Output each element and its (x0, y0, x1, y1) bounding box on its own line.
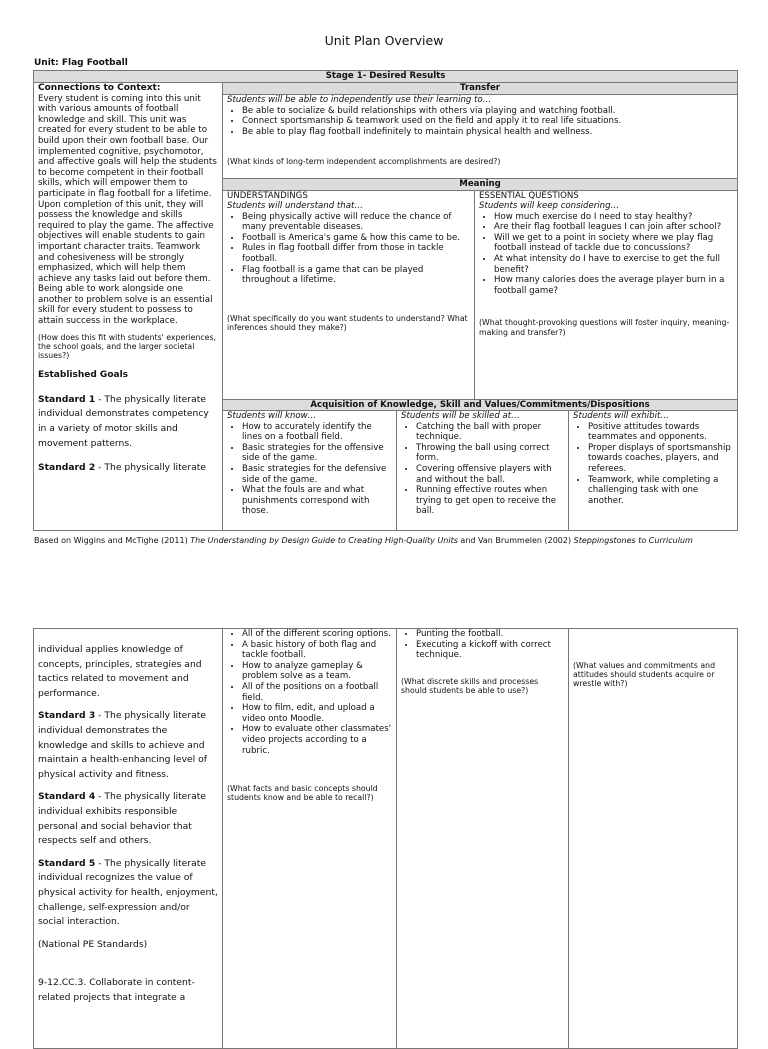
national-standards: (National PE Standards) (38, 938, 148, 950)
questions-lead: Students will keep considering… (479, 201, 620, 212)
goals-continued-cell (34, 629, 223, 1049)
transfer-prompt: (What kinds of long-term independent accomplishments are desired?) (227, 157, 501, 167)
transfer-item: • Be able to socialize & build relationships with others via playing and watching football. (242, 106, 733, 117)
stage1-table (33, 70, 738, 531)
exhibit-item: • Proper displays of sportsmanship towards coaches, players, and referees. (588, 443, 733, 475)
unit-title: Unit: Flag Football (34, 58, 128, 68)
skilled-prompt: (What discrete skills and processes should students be able to use?) (401, 676, 539, 695)
skilled-item: • Running effective routes when trying to get open to receive the ball. (416, 485, 564, 517)
understanding-item: • Rules in flag football differ from those in tackle football. (242, 243, 470, 264)
know-continued-cell (223, 629, 397, 1049)
skilled-item: • Catching the ball with proper technique. (416, 422, 564, 443)
question-item: • Will we get to a point in society where we play flag football instead of tackle due to concussions? (494, 233, 733, 254)
standard-2-continued: individual applies knowledge of concepts, principles, strategies and tactics related to movement and performance. (38, 644, 202, 699)
question-item: • At what intensity do I have to exercise to get the full benefit? (494, 254, 733, 275)
questions-cell (475, 190, 738, 399)
connections-cell (34, 83, 223, 531)
skilled-item: • Covering offensive players with and without the ball. (416, 464, 564, 485)
citation-footer: Based on Wiggins and McTighe (2011) The Understanding by Design Guide to Creating High-Quality Units and Van Brummelen (2002) Steppingstones to Curriculum (34, 536, 693, 545)
skilled-item: • Throwing the ball using correct form. (416, 443, 564, 464)
know-prompt: (What facts and basic concepts should students know and be able to recall?) (227, 784, 378, 803)
skilled-item: • Executing a kickoff with correct technique. (416, 640, 564, 661)
acquisition-header: Acquisition of Knowledge, Skill and Values/Commitments/Dispositions (223, 399, 738, 411)
transfer-header: Transfer (223, 83, 738, 95)
questions-list (479, 212, 733, 297)
know-item: • All of the different scoring options. (242, 629, 392, 640)
know-item: • A basic history of both flag and tackle football. (242, 640, 392, 661)
know-item: • How to accurately identify the lines on a football field. (242, 422, 392, 443)
continuation-table (33, 628, 738, 1049)
know-cell (223, 411, 397, 531)
connections-heading: Connections to Context: (38, 83, 161, 93)
standard-3: Standard 3 - The physically literate individual demonstrates the knowledge and skills to achieve and maintain a health-enhancing level of physical activity and fitness. (38, 710, 207, 780)
transfer-item: • Be able to play flag football indefinitely to maintain physical health and wellness. (242, 127, 733, 138)
standard-4: Standard 4 - The physically literate individual exhibits responsible personal and social behavior that respects self and others. (38, 791, 206, 847)
know-lead: Students will know… (227, 411, 317, 421)
know-list-continued (227, 629, 392, 756)
connections-body: Every student is coming into this unit with various amounts of football knowledge and skill. This unit was created for every student to be able to build upon their own football base. Our implemented cognitive, psychomotor, and affective goals will help the students to become competent in their football skills, which will empower them to participate in flag football for a lifetime. Upon completion of this unit, they will possess the knowledge and skills required to play the game. The affective objectives will enable students to gain important character traits. Teamwork and cohesiveness will be strongly emphasized, which will help them achieve any tasks laid out before them. Being able to work alongside one another to problem solve is an essential skill for every student to possess to attain success in the workplace. (38, 93, 217, 327)
skilled-continued-cell (397, 629, 569, 1049)
exhibit-list (573, 422, 733, 507)
understanding-item: • Football is America's game & how this came to be. (242, 233, 470, 244)
skilled-list-continued (401, 629, 564, 661)
skilled-item: • Punting the football. (416, 629, 564, 640)
meaning-header: Meaning (223, 179, 738, 191)
understandings-list (227, 212, 470, 286)
skilled-lead: Students will be skilled at… (401, 411, 520, 421)
know-item: • Basic strategies for the offensive side of the game. (242, 443, 392, 464)
know-item: • How to film, edit, and upload a video onto Moodle. (242, 703, 392, 724)
questions-prompt: (What thought-provoking questions will foster inquiry, meaning- making and transfer?) (479, 318, 730, 337)
standard-1: Standard 1 - The physically literate individual demonstrates competency in a variety of motor skills and movement patterns. (38, 393, 209, 449)
skilled-list (401, 422, 564, 517)
understandings-heading: UNDERSTANDINGS (227, 190, 308, 201)
know-item: • How to analyze gameplay & problem solve as a team. (242, 661, 392, 682)
know-item: • All of the positions on a football field. (242, 682, 392, 703)
standard-2-start: Standard 2 - The physically literate (38, 462, 206, 474)
question-item: • Are their flag football leagues I can join after school? (494, 222, 733, 233)
understandings-cell (223, 190, 475, 399)
understandings-prompt: (What specifically do you want students to understand? What inferences should they make?) (227, 313, 468, 333)
exhibit-prompt: (What values and commitments and attitudes should students acquire or wrestle with?) (573, 661, 716, 689)
exhibit-item: • Teamwork, while completing a challenging task with one another. (588, 475, 733, 507)
goals-heading: Established Goals (38, 370, 129, 381)
understanding-item: • Being physically active will reduce the chance of many preventable diseases. (242, 212, 470, 233)
exhibit-item: • Positive attitudes towards teammates and opponents. (588, 422, 733, 443)
transfer-list (227, 106, 733, 138)
connections-prompt: (How does this fit with students' experiences, the school goals, and the larger societal issues?) (38, 332, 217, 361)
questions-heading: ESSENTIAL QUESTIONS (479, 190, 579, 201)
question-item: • How many calories does the average player burn in a football game? (494, 275, 733, 296)
cc-standard: 9-12.CC.3. Collaborate in content-related projects that integrate a (38, 977, 195, 1003)
transfer-cell (223, 95, 738, 179)
know-item: • How to evaluate other classmates' video projects according to a rubric. (242, 724, 392, 756)
know-list (227, 422, 392, 517)
know-item: • Basic strategies for the defensive side of the game. (242, 464, 392, 485)
understandings-lead: Students will understand that… (227, 201, 363, 212)
stage-header: Stage 1- Desired Results (34, 71, 738, 83)
page-title: Unit Plan Overview (324, 33, 444, 48)
exhibit-lead: Students will exhibit… (573, 411, 669, 421)
transfer-lead: Students will be able to independently use their learning to… (227, 95, 492, 105)
understanding-item: • Flag football is a game that can be played throughout a lifetime. (242, 265, 470, 286)
question-item: • How much exercise do I need to stay healthy? (494, 212, 733, 223)
know-item: • What the fouls are and what punishments correspond with those. (242, 485, 392, 517)
exhibit-continued-cell (569, 629, 738, 1049)
skilled-cell (397, 411, 569, 531)
standard-5: Standard 5 - The physically literate individual recognizes the value of physical activity for health, enjoyment, challenge, self-expression and/or social interaction. (38, 857, 218, 928)
exhibit-cell (569, 411, 738, 531)
transfer-item: • Connect sportsmanship & teamwork used on the field and apply it to real life situations. (242, 116, 733, 127)
